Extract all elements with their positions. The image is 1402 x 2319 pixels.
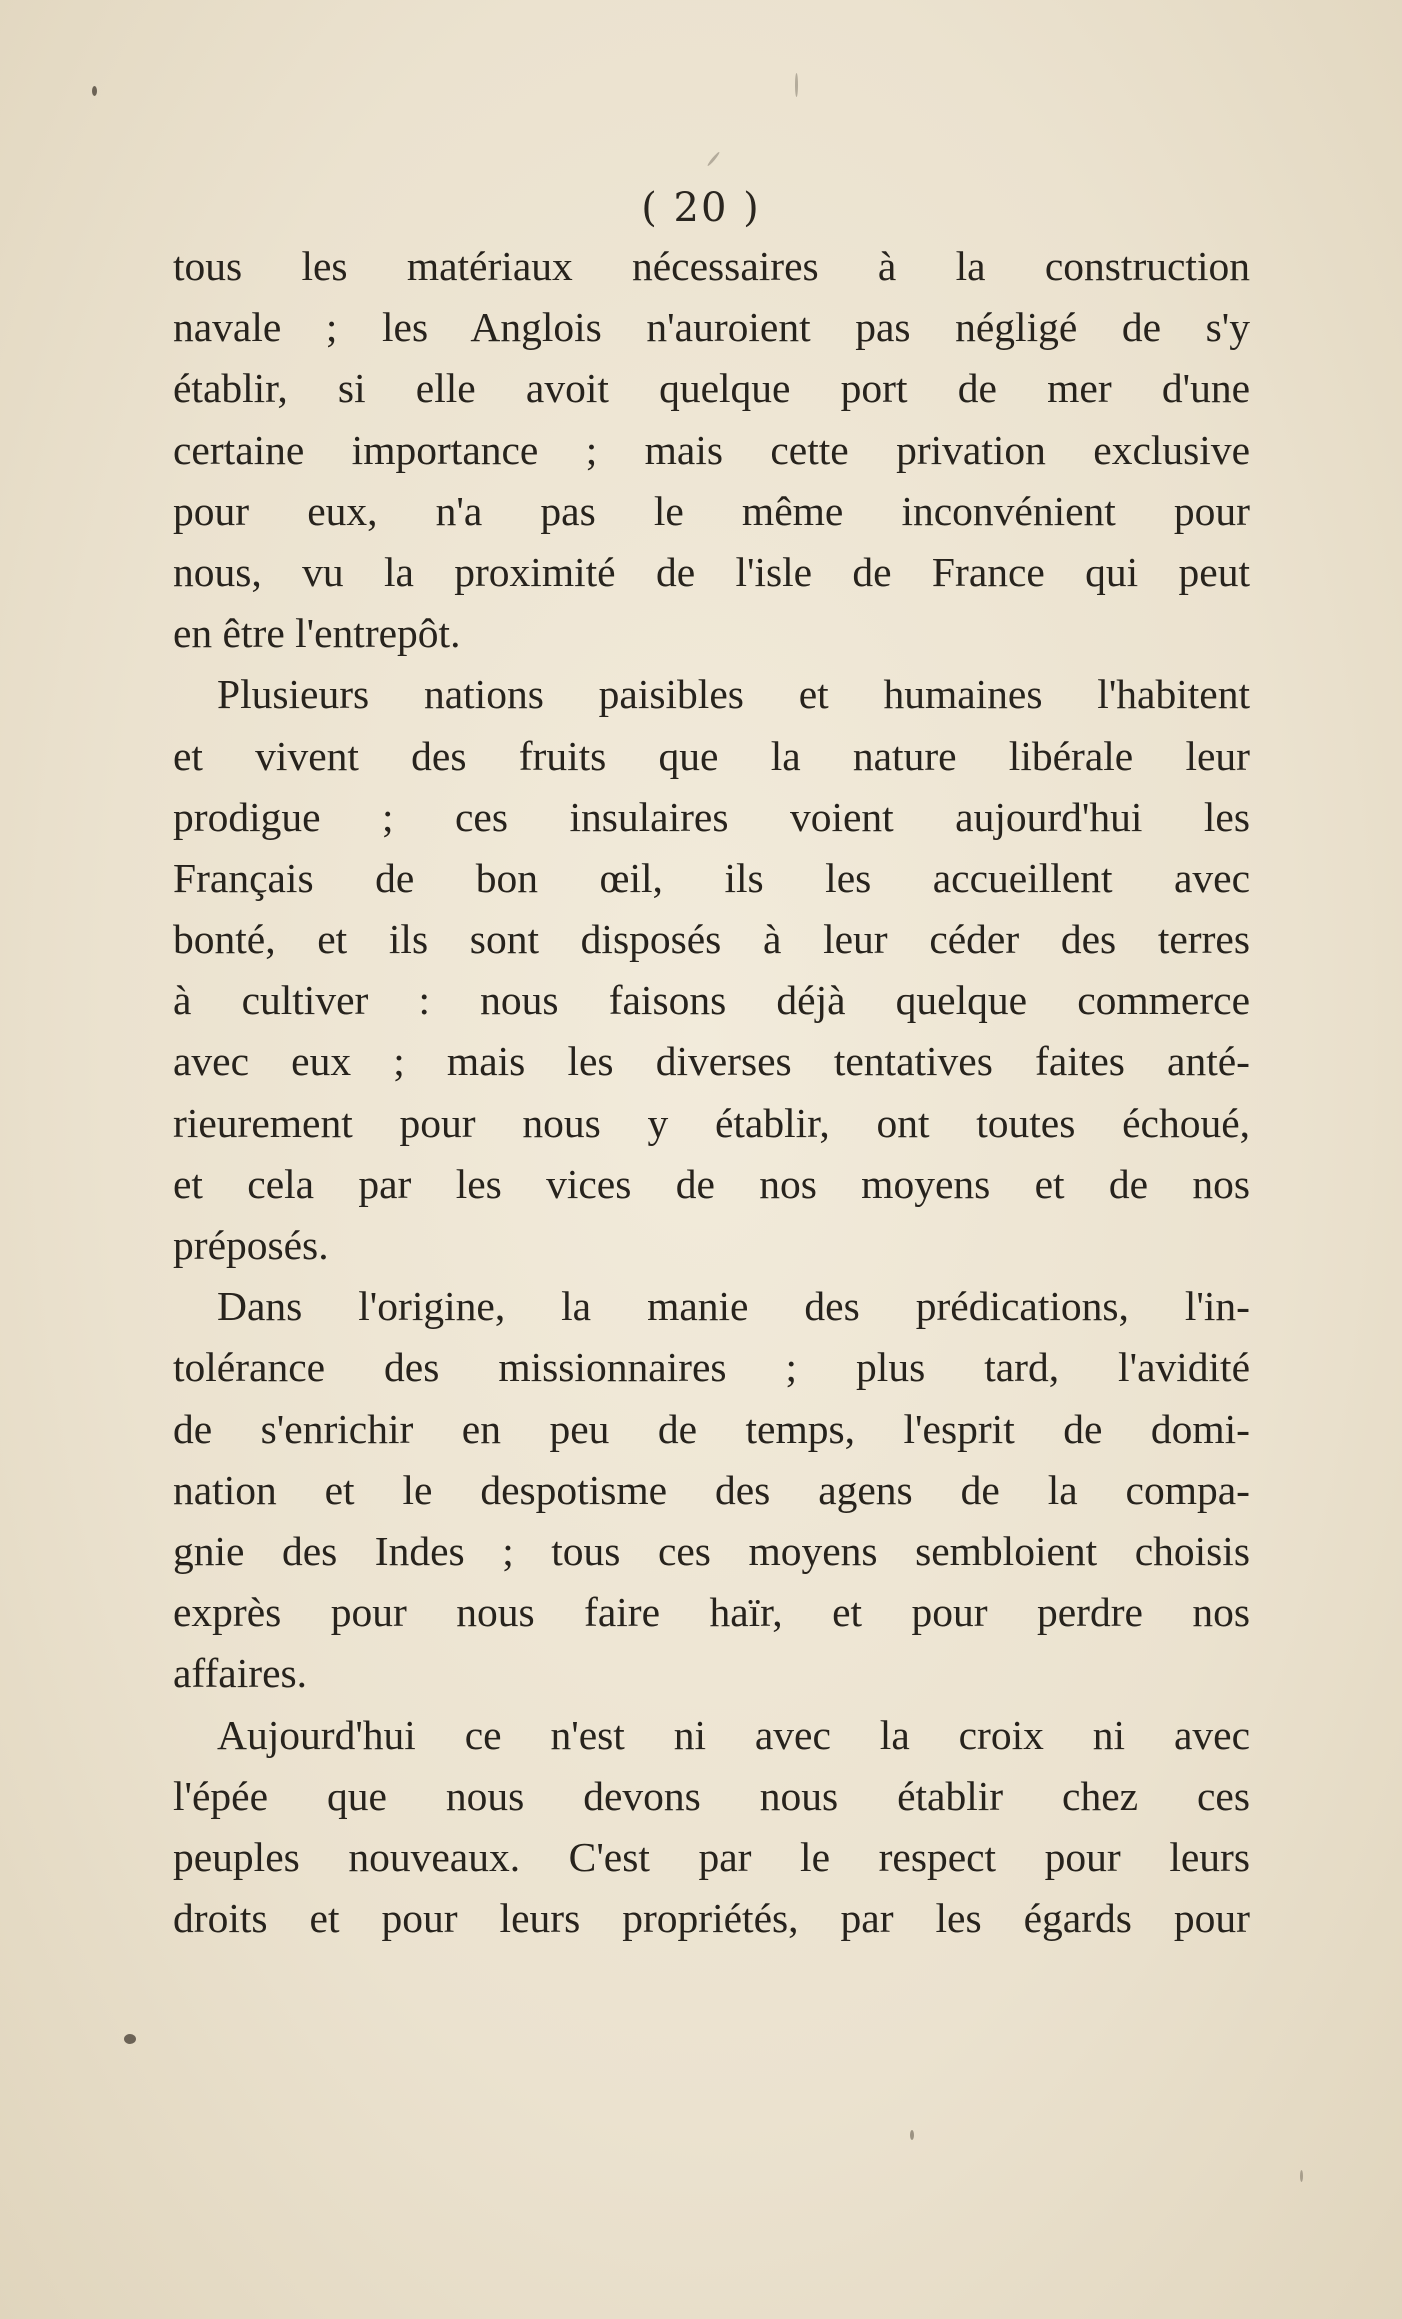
text-line: droits et pour leurs propriétés, par les égards pour	[173, 1895, 1250, 1942]
text-line: avec eux ; mais les diverses tentatives faites anté-	[173, 1038, 1250, 1085]
text-line: tolérance des missionnaires ; plus tard, l'avidité	[173, 1344, 1250, 1391]
ink-speck	[92, 86, 97, 96]
text-line: tous les matériaux nécessaires à la construction	[173, 243, 1250, 289]
ink-speck	[1300, 2170, 1303, 2182]
paragraph-start: Plusieurs nations paisibles et humaines l'habitent	[217, 671, 1250, 718]
text-line: établir, si elle avoit quelque port de mer d'une	[173, 365, 1250, 412]
text-line: gnie des Indes ; tous ces moyens sembloient choisis	[173, 1527, 1250, 1574]
paragraph-start: Aujourd'hui ce n'est ni avec la croix ni avec	[217, 1711, 1250, 1758]
text-line: de s'enrichir en peu de temps, l'esprit de domi-	[173, 1405, 1250, 1452]
text-line: pour eux, n'a pas le même inconvénient pour	[173, 487, 1250, 534]
text-line: préposés.	[173, 1222, 329, 1268]
text-line: l'épée que nous devons nous établir chez ces	[173, 1772, 1250, 1819]
text-line: affaires.	[173, 1650, 308, 1697]
ink-speck	[707, 151, 721, 167]
ink-speck	[795, 73, 798, 97]
text-line: certaine importance ; mais cette privation exclusive	[173, 426, 1250, 473]
text-line: nous, vu la proximité de l'isle de France qui peut	[173, 548, 1250, 595]
text-line: Français de bon œil, ils les accueillent avec	[173, 854, 1250, 901]
text-line: et vivent des fruits que la nature libérale leur	[173, 732, 1250, 779]
ink-speck	[910, 2130, 914, 2140]
text-line: et cela par les vices de nos moyens et de nos	[173, 1160, 1250, 1207]
body-text	[173, 236, 1250, 1949]
text-line: en être l'entrepôt.	[173, 610, 461, 657]
text-line: à cultiver : nous faisons déjà quelque commerce	[173, 977, 1250, 1024]
text-line: peuples nouveaux. C'est par le respect pour leurs	[173, 1833, 1250, 1880]
text-line: prodigue ; ces insulaires voient aujourd'hui les	[173, 793, 1250, 840]
text-line: navale ; les Anglois n'auroient pas négligé de s'y	[173, 304, 1250, 351]
text-line: bonté, et ils sont disposés à leur céder des terres	[173, 916, 1250, 963]
text-line: exprès pour nous faire haïr, et pour perdre nos	[173, 1589, 1250, 1636]
paragraph-start: Dans l'origine, la manie des prédications, l'in-	[217, 1283, 1250, 1330]
text-line: nation et le despotisme des agens de la compa-	[173, 1466, 1250, 1513]
page-number: ( 20 )	[641, 185, 761, 231]
text-line: rieurement pour nous y établir, ont toutes échoué,	[173, 1099, 1250, 1146]
ink-speck	[124, 2034, 136, 2044]
